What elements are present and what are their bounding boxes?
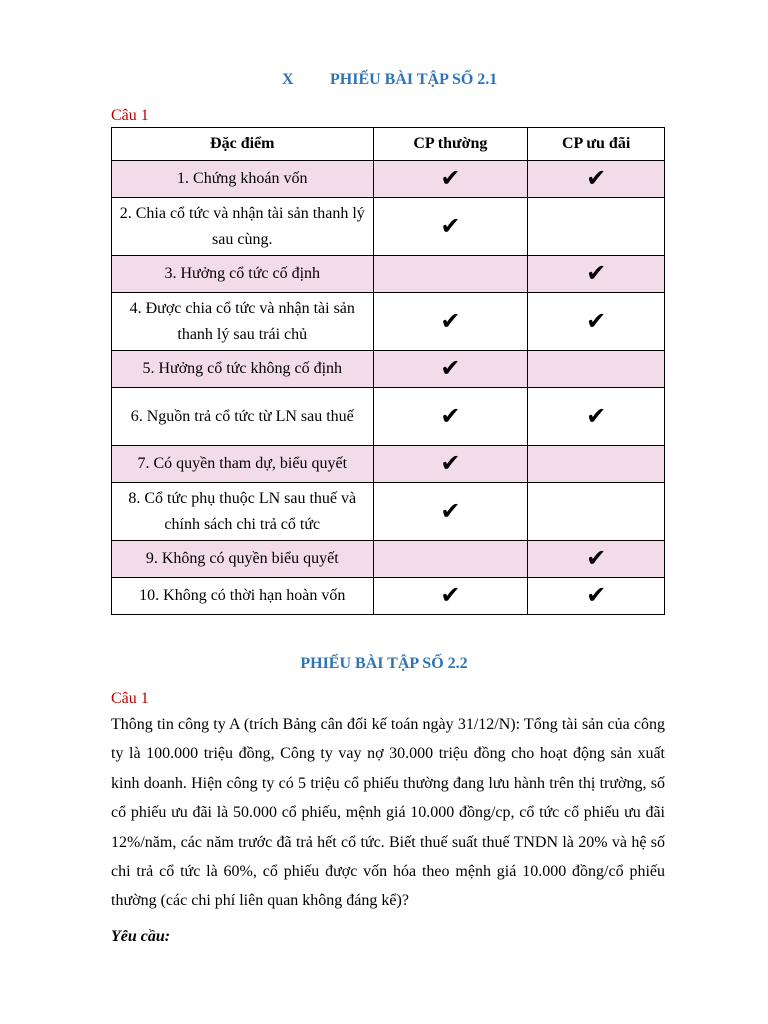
check-icon: ✔ xyxy=(373,446,528,483)
check-icon: ✔ xyxy=(373,388,528,446)
check-cell-empty xyxy=(373,541,528,578)
check-icon: ✔ xyxy=(528,541,665,578)
check-icon: ✔ xyxy=(528,293,665,351)
check-cell-empty xyxy=(528,483,665,541)
check-cell-empty xyxy=(373,256,528,293)
check-icon: ✔ xyxy=(528,388,665,446)
table-row xyxy=(112,198,665,256)
header-feature: Đặc điểm xyxy=(112,128,374,161)
table-row xyxy=(112,161,665,198)
table-row xyxy=(112,256,665,293)
requirement-label: Yêu cầu: xyxy=(111,928,171,945)
table-row xyxy=(112,483,665,541)
header-common-stock: CP thường xyxy=(373,128,528,161)
check-icon: ✔ xyxy=(373,161,528,198)
check-cell-empty xyxy=(528,351,665,388)
check-icon: ✔ xyxy=(373,198,528,256)
table-row xyxy=(112,578,665,615)
stock-comparison-table xyxy=(111,127,665,615)
feature-cell: 1. Chứng khoán vốn xyxy=(112,161,374,198)
feature-cell: 4. Được chia cổ tức và nhận tài sản thanh lý sau trái chủ xyxy=(112,293,374,351)
section-title-text: PHIẾU BÀI TẬP SỐ 2.1 xyxy=(330,71,498,88)
feature-cell: 6. Nguồn trả cổ tức từ LN sau thuế xyxy=(112,388,374,446)
section-title-2-2: PHIẾU BÀI TẬP SỐ 2.2 xyxy=(300,655,468,672)
check-icon: ✔ xyxy=(528,578,665,615)
table-header-row xyxy=(112,128,665,161)
feature-cell: 5. Hưởng cổ tức không cố định xyxy=(112,351,374,388)
header-preferred-stock: CP ưu đãi xyxy=(528,128,665,161)
table-row xyxy=(112,446,665,483)
feature-cell: 3. Hưởng cổ tức cố định xyxy=(112,256,374,293)
feature-cell: 9. Không có quyền biểu quyết xyxy=(112,541,374,578)
feature-cell: 7. Có quyền tham dự, biểu quyết xyxy=(112,446,374,483)
problem-paragraph: Thông tin công ty A (trích Bảng cân đối kế toán ngày 31/12/N): Tổng tài sản của công ty là 100.000 triệu đồng, Công ty vay nợ 30.000 triệu đồng cho hoạt động sản xuất kinh doanh. Hiện công ty có 5 triệu cổ phiếu thường đang lưu hành trên thị trường, số cổ phiếu ưu đãi là 50.000 cổ phiếu, mệnh giá 10.000 đồng/cp, cổ tức cổ phiếu ưu đãi 12%/năm, các năm trước đã trả hết cổ tức. Biết thuế suất thuế TNDN là 20% và hệ số chi trả cổ tức là 60%, cổ phiếu được vốn hóa theo mệnh giá 10.000 đồng/cổ phiếu thường (các chi phí liên quan không đáng kể)? xyxy=(111,716,665,910)
question-label-1: Câu 1 xyxy=(111,107,149,124)
feature-cell: 10. Không có thời hạn hoàn vốn xyxy=(112,578,374,615)
check-icon: ✔ xyxy=(528,256,665,293)
check-icon: ✔ xyxy=(373,578,528,615)
table-row xyxy=(112,541,665,578)
feature-cell: 2. Chia cổ tức và nhận tài sản thanh lý sau cùng. xyxy=(112,198,374,256)
check-cell-empty xyxy=(528,198,665,256)
question-label-2: Câu 1 xyxy=(111,690,149,707)
check-icon: ✔ xyxy=(373,351,528,388)
section-marker: X xyxy=(282,71,294,88)
check-cell-empty xyxy=(528,446,665,483)
table-row xyxy=(112,293,665,351)
check-icon: ✔ xyxy=(528,161,665,198)
table-row xyxy=(112,351,665,388)
table-row xyxy=(112,388,665,446)
feature-cell: 8. Cổ tức phụ thuộc LN sau thuế và chính sách chi trả cổ tức xyxy=(112,483,374,541)
check-icon: ✔ xyxy=(373,293,528,351)
check-icon: ✔ xyxy=(373,483,528,541)
